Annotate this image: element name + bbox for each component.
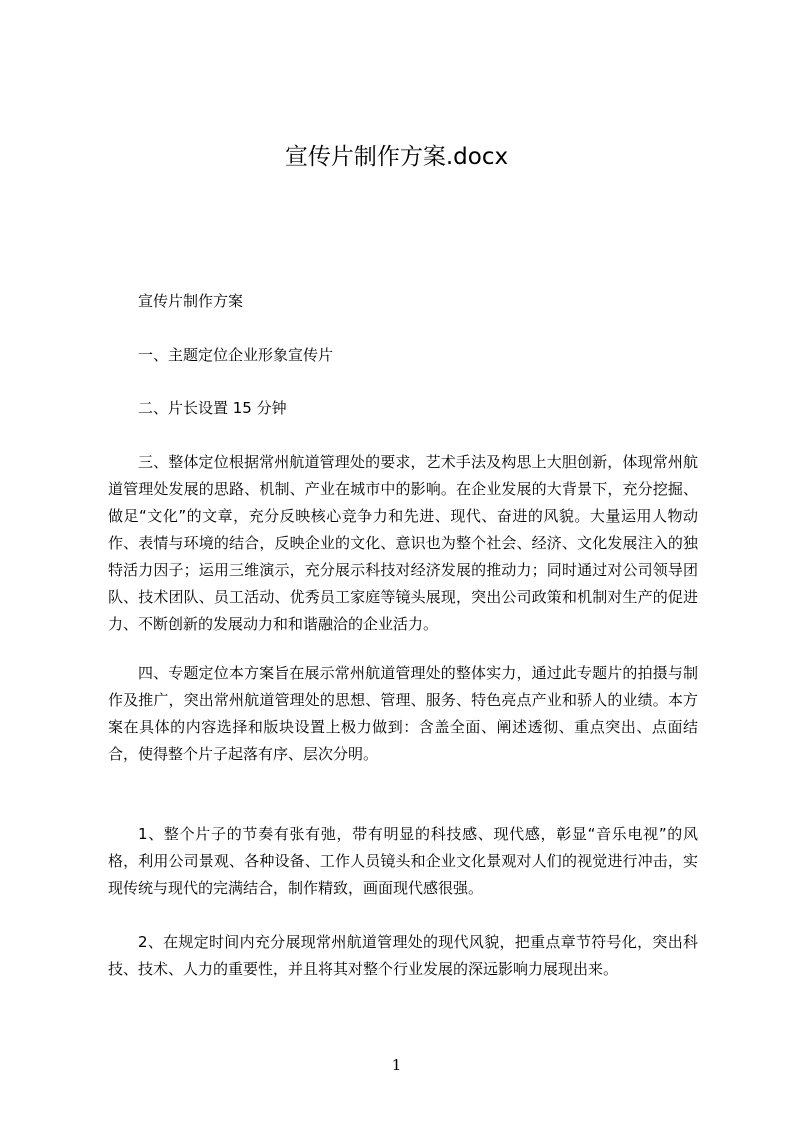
- paragraph-modern-style: 2、在规定时间内充分展现常州航道管理处的现代风貌，把重点章节符号化，突出科技、技术、人力的重要性，并且将其对整个行业发展的深远影响力展现出来。: [108, 933, 698, 978]
- section-heading: 宣传片制作方案: [138, 292, 244, 310]
- paragraph-rhythm: 1、整个片子的节奏有张有弛，带有明显的科技感、现代感，彰显“音乐电视”的风格，利用公司景观、各种设备、工作人员镜头和企业文化景观对人们的视觉进行冲击，实现传统与现代的完满结合，制作精致，画面现代感很强。: [108, 825, 698, 897]
- item-theme: 一、主题定位企业形象宣传片: [138, 346, 334, 364]
- item-length: 二、片长设置 15 分钟: [138, 399, 287, 417]
- page-number: 1: [391, 1056, 402, 1074]
- paragraph-overall-positioning: 三、整体定位根据常州航道管理处的要求，艺术手法及构思上大胆创新，体现常州航道管理处发展的思路、机制、产业在城市中的影响。在企业发展的大背景下，充分挖掘、做足“文化”的文章，充分反映核心竞争力和先进、现代、奋进的风貌。大量运用人物动作、表情与环境的结合，反映企业的文化、意识也为整个社会、经济、文化发展注入的独特活力因子；运用三维演示，充分展示科技对经济发展的推动力；同时通过对公司领导团队、技术团队、员工活动、优秀员工家庭等镜头展现，突出公司政策和机制对生产的促进力、不断创新的发展动力和和谐融洽的企业活力。: [108, 453, 698, 633]
- document-title: 宣传片制作方案.docx: [284, 144, 509, 170]
- paragraph-topic-positioning: 四、专题定位本方案旨在展示常州航道管理处的整体实力，通过此专题片的拍摄与制作及推广，突出常州航道管理处的思想、管理、服务、特色亮点产业和骄人的业绩。本方案在具体的内容选择和版块设置上极力做到：含盖全面、阐述透彻、重点突出、点面结合，使得整个片子起落有序、层次分明。: [108, 664, 698, 763]
